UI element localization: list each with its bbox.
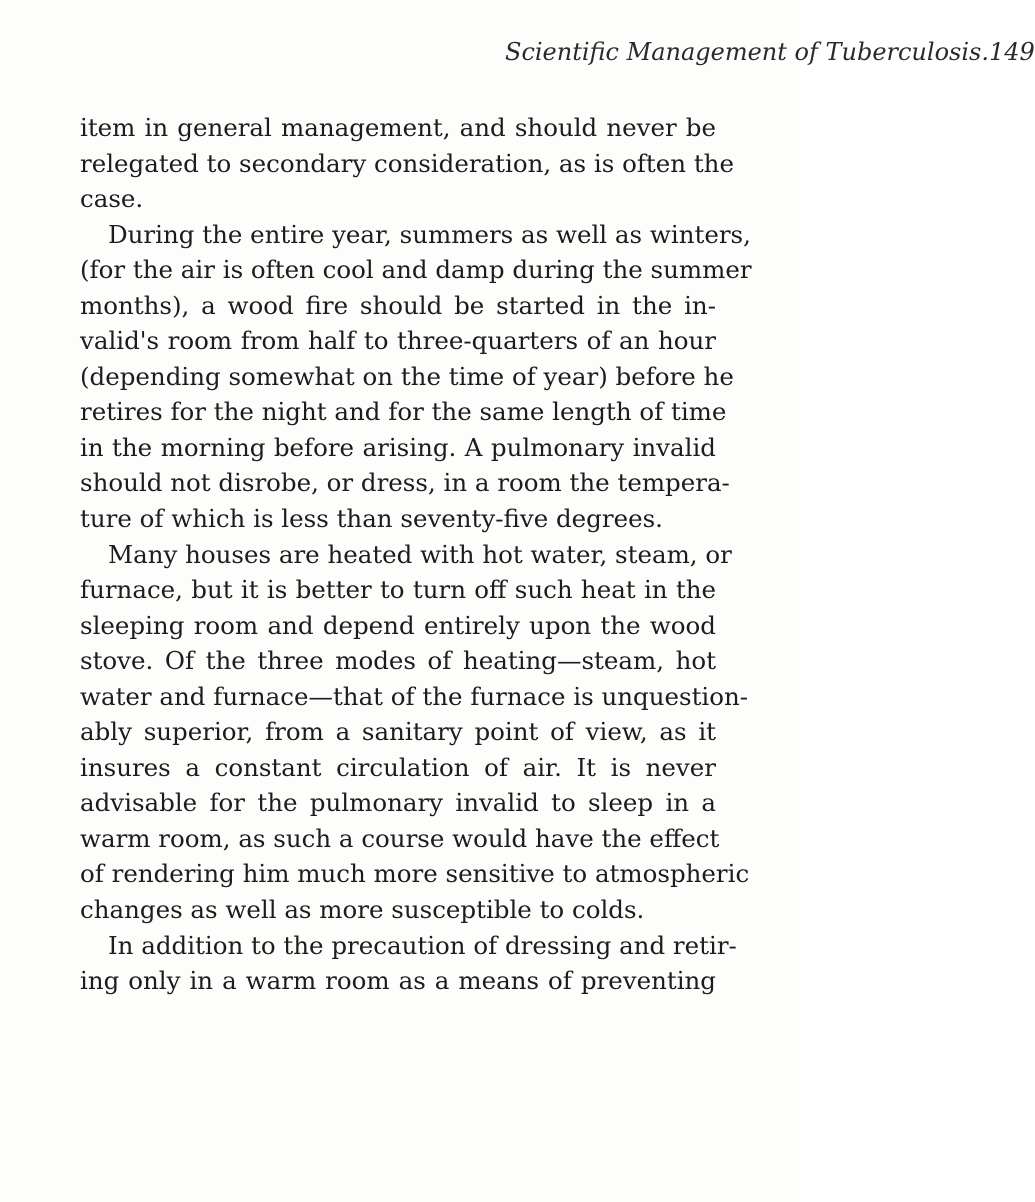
text-line: furnace, but it is better to turn off such heat in the xyxy=(80,575,716,605)
text-line: ture of which is less than seventy-five degrees. xyxy=(80,504,663,534)
paragraph-start-line: During the entire year, summers as well as winters, xyxy=(108,219,751,249)
text-line: of rendering him much more sensitive to atmospheric xyxy=(80,859,750,889)
text-line: months), a wood fire should be started in the in- xyxy=(80,290,716,320)
text-line: sleeping room and depend entirely upon the wood xyxy=(80,610,716,640)
paragraph-start-line: Many houses are heated with hot water, steam, or xyxy=(108,539,732,569)
body-text xyxy=(80,110,752,999)
page-number: 149 xyxy=(988,38,1035,66)
text-line: warm room, as such a course would have the effect xyxy=(80,823,720,853)
text-line: ing only in a warm room as a means of preventing xyxy=(80,966,716,996)
text-line: case. xyxy=(80,184,144,214)
text-line: (depending somewhat on the time of year) before he xyxy=(80,361,734,391)
text-line: insures a constant circulation of air. It is never xyxy=(80,752,716,782)
text-line: water and furnace—that of the furnace is unquestion- xyxy=(80,681,749,711)
paragraph-start-line: In addition to the precaution of dressing and retir- xyxy=(108,930,737,960)
text-line: advisable for the pulmonary invalid to sleep in a xyxy=(80,788,716,818)
text-line: valid's room from half to three-quarters of an hour xyxy=(80,326,716,356)
running-title: Scientific Management of Tuberculosis. xyxy=(505,38,989,66)
text-line: changes as well as more susceptible to colds. xyxy=(80,895,645,925)
text-line: item in general management, and should never be xyxy=(80,113,716,142)
text-line: in the morning before arising. A pulmonary invalid xyxy=(80,432,716,462)
text-line: ably superior, from a sanitary point of view, as it xyxy=(80,717,716,747)
text-line: retires for the night and for the same length of time xyxy=(80,397,727,427)
text-line: (for the air is often cool and damp during the summer xyxy=(80,255,752,285)
text-line: stove. Of the three modes of heating—steam, hot xyxy=(80,646,716,676)
text-line: relegated to secondary consideration, as is often the xyxy=(80,148,734,178)
text-line: should not disrobe, or dress, in a room the tempera- xyxy=(80,468,730,498)
running-head xyxy=(505,38,1035,74)
